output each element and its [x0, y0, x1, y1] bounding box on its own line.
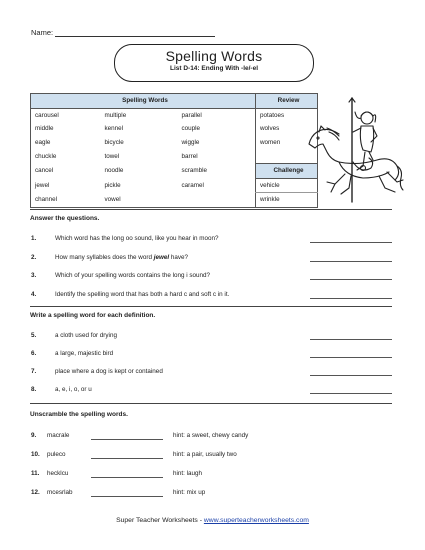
page-title: Spelling Words — [165, 48, 263, 64]
item-number: 12. — [31, 489, 40, 496]
answer-line[interactable] — [310, 393, 392, 394]
word-cell: scramble — [181, 167, 208, 175]
word-cell: kennel — [104, 125, 124, 133]
emphasized-word: jewel — [153, 254, 170, 261]
question-text-part: Which word has the long oo sound, like you hear in moon? — [55, 235, 219, 242]
word-cell: carousel — [31, 108, 101, 122]
definition-text: a large, majestic bird — [55, 350, 114, 357]
question-number: 4. — [31, 291, 37, 298]
hint-text: hint: a pair, usually two — [173, 451, 237, 458]
review-word: wolves — [256, 122, 318, 136]
answer-line[interactable] — [91, 439, 163, 440]
answer-line[interactable] — [310, 339, 392, 340]
section-heading-questions: Answer the questions. — [30, 215, 100, 222]
question-number: 6. — [31, 350, 37, 357]
word-cell: jewel — [31, 178, 101, 193]
question-text-part: Identify the spelling word that has both a hard c and soft c in it. — [55, 291, 230, 298]
word-cell: parallel — [181, 111, 202, 119]
answer-line[interactable] — [91, 477, 163, 478]
word-cell: bicycle — [104, 139, 124, 147]
word-cell: noodle — [104, 167, 124, 175]
section-heading-definitions: Write a spelling word for each definition. — [30, 312, 156, 319]
hint-text: hint: mix up — [173, 489, 206, 496]
review-word: potatoes — [256, 108, 318, 122]
answer-line[interactable] — [310, 261, 392, 262]
name-blank[interactable] — [55, 29, 215, 37]
question-number: 8. — [31, 386, 37, 393]
question-text-part: have? — [169, 254, 189, 261]
answer-line[interactable] — [310, 279, 392, 280]
word-cell: cancel — [31, 163, 101, 178]
page-subtitle: List D-14: Ending With -le/-el — [169, 65, 259, 72]
answer-line[interactable] — [310, 298, 392, 299]
question-number: 5. — [31, 332, 37, 339]
hint-text: hint: laugh — [173, 470, 203, 477]
word-cell: pickle — [104, 181, 121, 189]
name-label: Name: — [31, 28, 54, 37]
review-header: Review — [256, 94, 318, 109]
carousel-horse-illustration — [305, 96, 405, 204]
footer — [0, 517, 425, 524]
spelling-word-table — [30, 93, 318, 208]
challenge-header: Challenge — [256, 163, 318, 178]
title-box — [114, 44, 314, 82]
item-number: 10. — [31, 451, 40, 458]
word-cell: multiple — [104, 111, 127, 119]
word-cell: chuckle — [31, 149, 101, 163]
section-heading-unscramble: Unscramble the spelling words. — [30, 411, 128, 418]
definition-text: place where a dog is kept or contained — [55, 368, 163, 375]
divider — [30, 306, 392, 307]
question-text-part: Which of your spelling words contains the long i sound? — [55, 272, 211, 279]
footer-text: Super Teacher Worksheets - — [116, 517, 204, 524]
word-cell: towel — [104, 152, 120, 160]
word-cell: vowel — [101, 193, 178, 208]
question-number: 2. — [31, 254, 37, 261]
word-cell: barrel — [181, 152, 198, 160]
word-cell: channel — [31, 193, 101, 208]
name-field — [31, 28, 215, 37]
answer-line[interactable] — [91, 496, 163, 497]
challenge-word: wrinkle — [256, 193, 318, 208]
word-cell: middle — [31, 122, 101, 136]
definition-text: a, e, i, o, or u — [55, 386, 92, 393]
scrambled-word: macrale — [47, 432, 70, 439]
question-text — [55, 291, 229, 298]
challenge-word: vehicle — [256, 178, 318, 193]
footer-link[interactable]: www.superteacherworksheets.com — [203, 517, 309, 524]
question-text — [55, 272, 210, 279]
question-text — [55, 235, 218, 242]
item-number: 9. — [31, 432, 37, 439]
spelling-words-header: Spelling Words — [31, 94, 256, 109]
word-cell — [178, 193, 256, 208]
question-text-part: How many syllables does the word — [55, 254, 154, 261]
word-cell: couple — [181, 125, 201, 133]
divider — [30, 403, 392, 404]
answer-line[interactable] — [91, 458, 163, 459]
answer-line[interactable] — [310, 357, 392, 358]
word-cell: wiggle — [181, 139, 200, 147]
question-number: 1. — [31, 235, 37, 242]
question-number: 7. — [31, 368, 37, 375]
scrambled-word: hecklcu — [47, 470, 69, 477]
question-text — [55, 254, 188, 261]
answer-line[interactable] — [310, 375, 392, 376]
item-number: 11. — [31, 470, 40, 477]
scrambled-word: mcesrlab — [47, 489, 73, 496]
answer-line[interactable] — [310, 242, 392, 243]
divider — [30, 209, 392, 210]
word-cell: caramel — [181, 181, 204, 189]
scrambled-word: puleco — [47, 451, 66, 458]
review-word: women — [256, 136, 318, 150]
hint-text: hint: a sweet, chewy candy — [173, 432, 249, 439]
definition-text: a cloth used for drying — [55, 332, 117, 339]
word-cell: eagle — [31, 136, 101, 150]
question-number: 3. — [31, 272, 37, 279]
